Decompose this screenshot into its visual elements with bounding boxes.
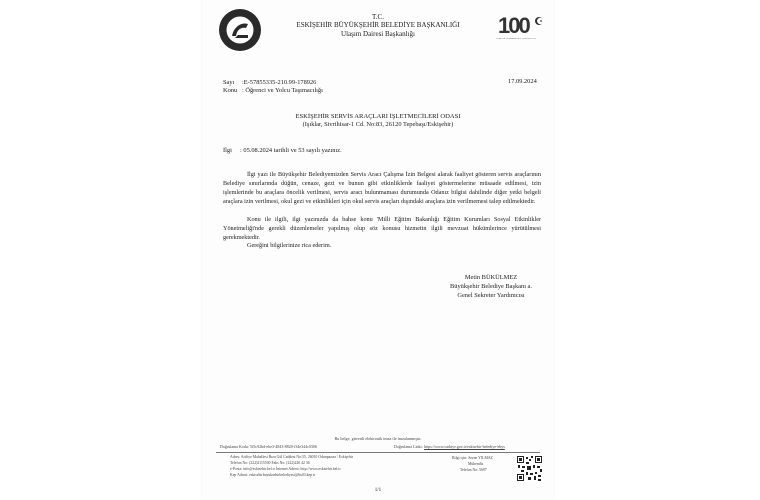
reference-label: İlgi: [223, 147, 232, 154]
header-department: Ulaşım Dairesi Başkanlığı: [341, 30, 415, 38]
centennial-logo-sub: TÜRKİYE CUMHURİYETİ YÜZÜNCÜ YIL: [496, 38, 537, 40]
recipient-name: ESKİŞEHİR SERVİS ARAÇLARI İŞLETMECİLERİ ODASI: [295, 113, 461, 120]
subject-label: Konu: [223, 87, 238, 94]
info-line-3: Telefon No: 5697: [460, 468, 487, 472]
header-tc: T.C.: [372, 13, 384, 21]
document-page: [202, 0, 554, 500]
verification-link[interactable]: https://www.turkiye.gov.tr/eskisehir-belediye-ebys: [424, 444, 505, 449]
signer-title-2: Genel Sekreter Yardımcısı: [457, 292, 525, 299]
address-line-4: Kep Adresi: eskisehirbuyuksehirbelediyesi@hs03.kep.tr: [230, 473, 316, 477]
address-line-2: Telefon No: (222)2115500 Faks No: (222)220 42 36: [230, 461, 310, 465]
subject-value: : Öğrenci ve Yolcu Taşımacılığı: [242, 87, 323, 94]
page-number: 1/1: [374, 488, 382, 493]
address-line-3: e-Posta: info@eskisehir.bel.tr İnternet Adresi: http://www.eskisehir.bel.tr: [230, 467, 341, 471]
info-line-2: Mühendis: [468, 462, 484, 466]
reference-value: : 05.08.2024 tarihli ve 53 sayılı yazınız.: [240, 147, 342, 154]
info-line-1: Bilgi için: Sezen YILMAZ: [452, 456, 493, 460]
body-paragraph-2: Konu ile ilgili, ilgi yazınızda da bahse konu 'Milli Eğitim Bakanlığı Eğitim Kurumları Sosyal Etkinlikler Yönetmeliği'nde gerekli düzenlemeler yapılmış olup söz konusu hizmetin ilgili mevzuat hükümlerince yürütülmesi gerekmektedir.: [223, 216, 541, 241]
verification-code: Doğrulama Kodu: 5f5c92bd-ebe3-4843-8828-f34e344c0306: [220, 444, 317, 449]
qr-code-icon: [516, 455, 543, 482]
footer-divider: [216, 452, 540, 453]
signer-title-1: Büyükşehir Belediye Başkanı a.: [450, 283, 532, 290]
centennial-logo-text: 100: [498, 13, 529, 38]
esign-note: Bu belge, güvenli elektronik imza ile imzalanmıştır.: [334, 436, 422, 441]
verification-label: Doğrulama Linki:: [394, 444, 423, 449]
address-line-1: Adres: Arifiye Mahallesi Rıza Gül Caddesi No:55, 26010 Odunpazarı / Eskişehir: [230, 455, 354, 459]
number-label: Sayı: [223, 79, 235, 86]
signer-name: Metin BÜKÜLMEZ: [464, 274, 518, 281]
centennial-logo: [496, 13, 546, 45]
recipient-address: (Işıklar, Sivrihisar-1 Cd. No:83, 26120 Tepebaşı/Eskişehir): [302, 121, 454, 128]
header-municipality: ESKİŞEHİR BÜYÜKŞEHİR BELEDİYE BAŞKANLIĞI: [296, 21, 460, 29]
body-paragraph-1: İlgi yazı ile Büyükşehir Belediyemizden Servis Aracı Çalışma İzin Belgesi alarak faaliyet gösteren servis araçlarının Belediye sınırlarında düğün, cenaze, gezi ve bunun gibi etkinliklerde faaliyet göstermelerine müsaade edilmesi, izin işlemlerinde bu araçlara öncelik verilmesi, servis aracı bulunmaması durumunda Odanız bilgisi dahilinde diğer yetki belgeli araçlara izin verilmesi, okul gezi ve etkinlikleri için okul servis araçları dışındaki araçlara izin verilmemesi talep edilmektedir.: [223, 171, 541, 205]
document-date: 17.09.2024: [508, 78, 537, 85]
crescent-star-icon: [534, 16, 544, 26]
body-paragraph-3: Gereğini bilgilerinize rica ederim.: [247, 242, 332, 249]
number-value: :E-57855335-210.99-178926: [242, 79, 317, 86]
